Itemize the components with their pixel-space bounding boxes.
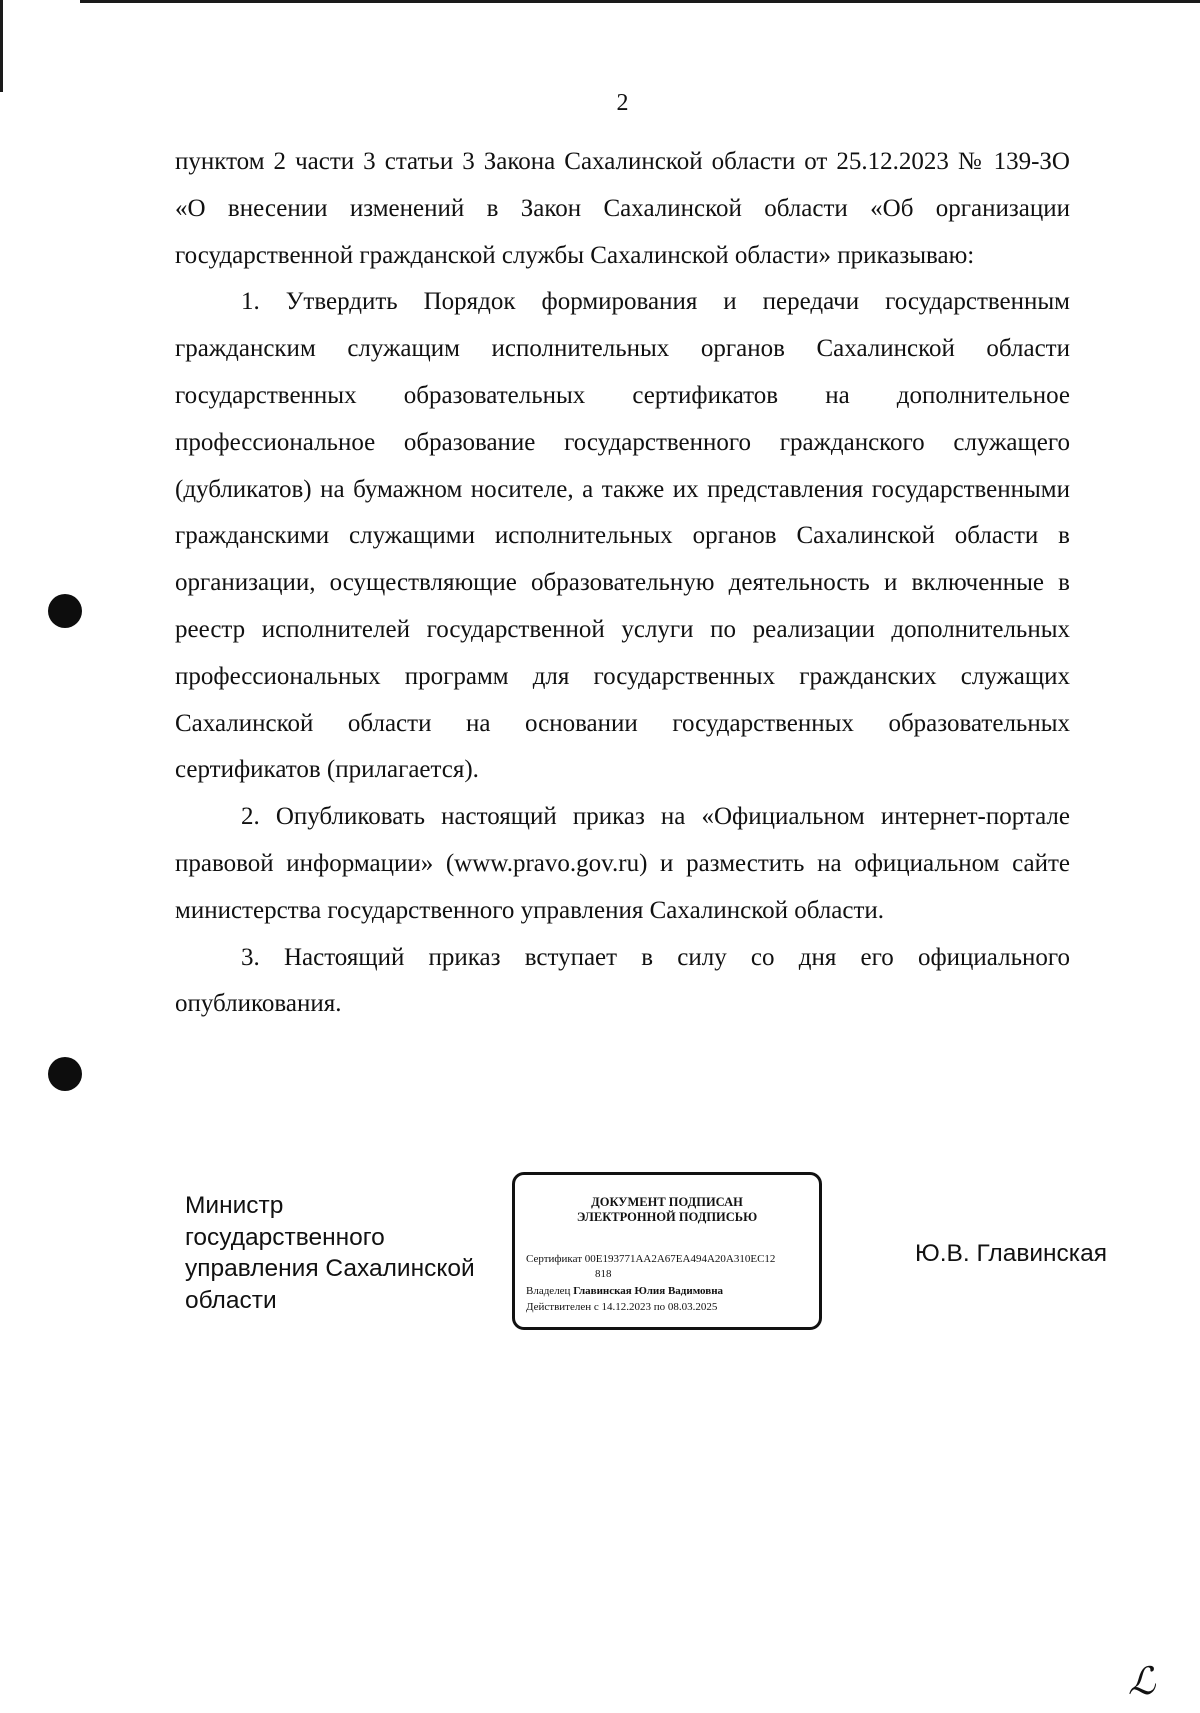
document-body xyxy=(175,139,1070,1028)
stamp-heading xyxy=(515,1195,819,1225)
signer-position-line: управления Сахалинской xyxy=(185,1255,475,1282)
paragraph-item-1: 1. Утвердить Порядок формирования и передачи государственным гражданским служащим исполнительных органов Сахалинской области государственных образовательных сертификатов на дополнительное профессиональное образование государственного гражданского служащего (дубликатов) на бумажном носителе, а также их представления государственными гражданскими служащими исполнительных органов Сахалинской области в организации, осуществляющие образовательную деятельность и включенные в реестр исполнителей государственной услуги по реализации дополнительных профессиональных программ для государственных гражданских служащих Сахалинской области на основании государственных образовательных сертификатов (прилагается). xyxy=(175,288,1070,784)
stamp-heading-line: ДОКУМЕНТ ПОДПИСАН xyxy=(591,1195,743,1209)
signer-position-line: Министр xyxy=(185,1192,284,1219)
signer-position-line: области xyxy=(185,1286,277,1314)
stamp-certificate-value: 00E193771AA2A67EA494A20A310EC12 xyxy=(584,1253,776,1265)
scan-border-top xyxy=(80,0,1200,3)
stamp-owner-label: Владелец xyxy=(526,1285,571,1297)
stamp-validity: Действителен с 14.12.2023 по 08.03.2025 xyxy=(526,1301,718,1313)
paragraph-preamble: пунктом 2 части 3 статьи 3 Закона Сахалинской области от 25.12.2023 № 139-ЗО «О внесении изменений в Закон Сахалинской области «Об организации государственной гражданской службы Сахалинской области» приказываю: xyxy=(175,148,1070,269)
paragraph-item-3: 3. Настоящий приказ вступает в силу со дня его официального опубликования. xyxy=(175,943,1070,1018)
stamp-certificate-label: Сертификат xyxy=(526,1253,582,1265)
signer-name: Ю.В. Главинская xyxy=(915,1240,1107,1267)
paragraph-item-2: 2. Опубликовать настоящий приказ на «Официальном интернет-портале правовой информации» (www.pravo.gov.ru) и разместить на официальном сайте министерства государственного управления Сахалинской области. xyxy=(175,803,1070,924)
handwritten-initial: ℒ xyxy=(1128,1659,1156,1703)
stamp-certificate xyxy=(526,1253,775,1266)
punch-hole xyxy=(48,594,82,628)
signer-position xyxy=(185,1190,495,1316)
punch-hole xyxy=(48,1057,82,1091)
electronic-signature-stamp xyxy=(512,1172,822,1330)
stamp-owner-value: Главинская Юлия Вадимовна xyxy=(573,1285,724,1297)
stamp-certificate-continuation: 818 xyxy=(595,1268,612,1280)
stamp-heading-line: ЭЛЕКТРОННОЙ ПОДПИСЬЮ xyxy=(576,1210,758,1224)
stamp-owner xyxy=(526,1285,723,1298)
signer-position-line: государственного xyxy=(185,1223,385,1251)
page-number: 2 xyxy=(616,90,629,116)
scan-border-left xyxy=(0,0,3,92)
